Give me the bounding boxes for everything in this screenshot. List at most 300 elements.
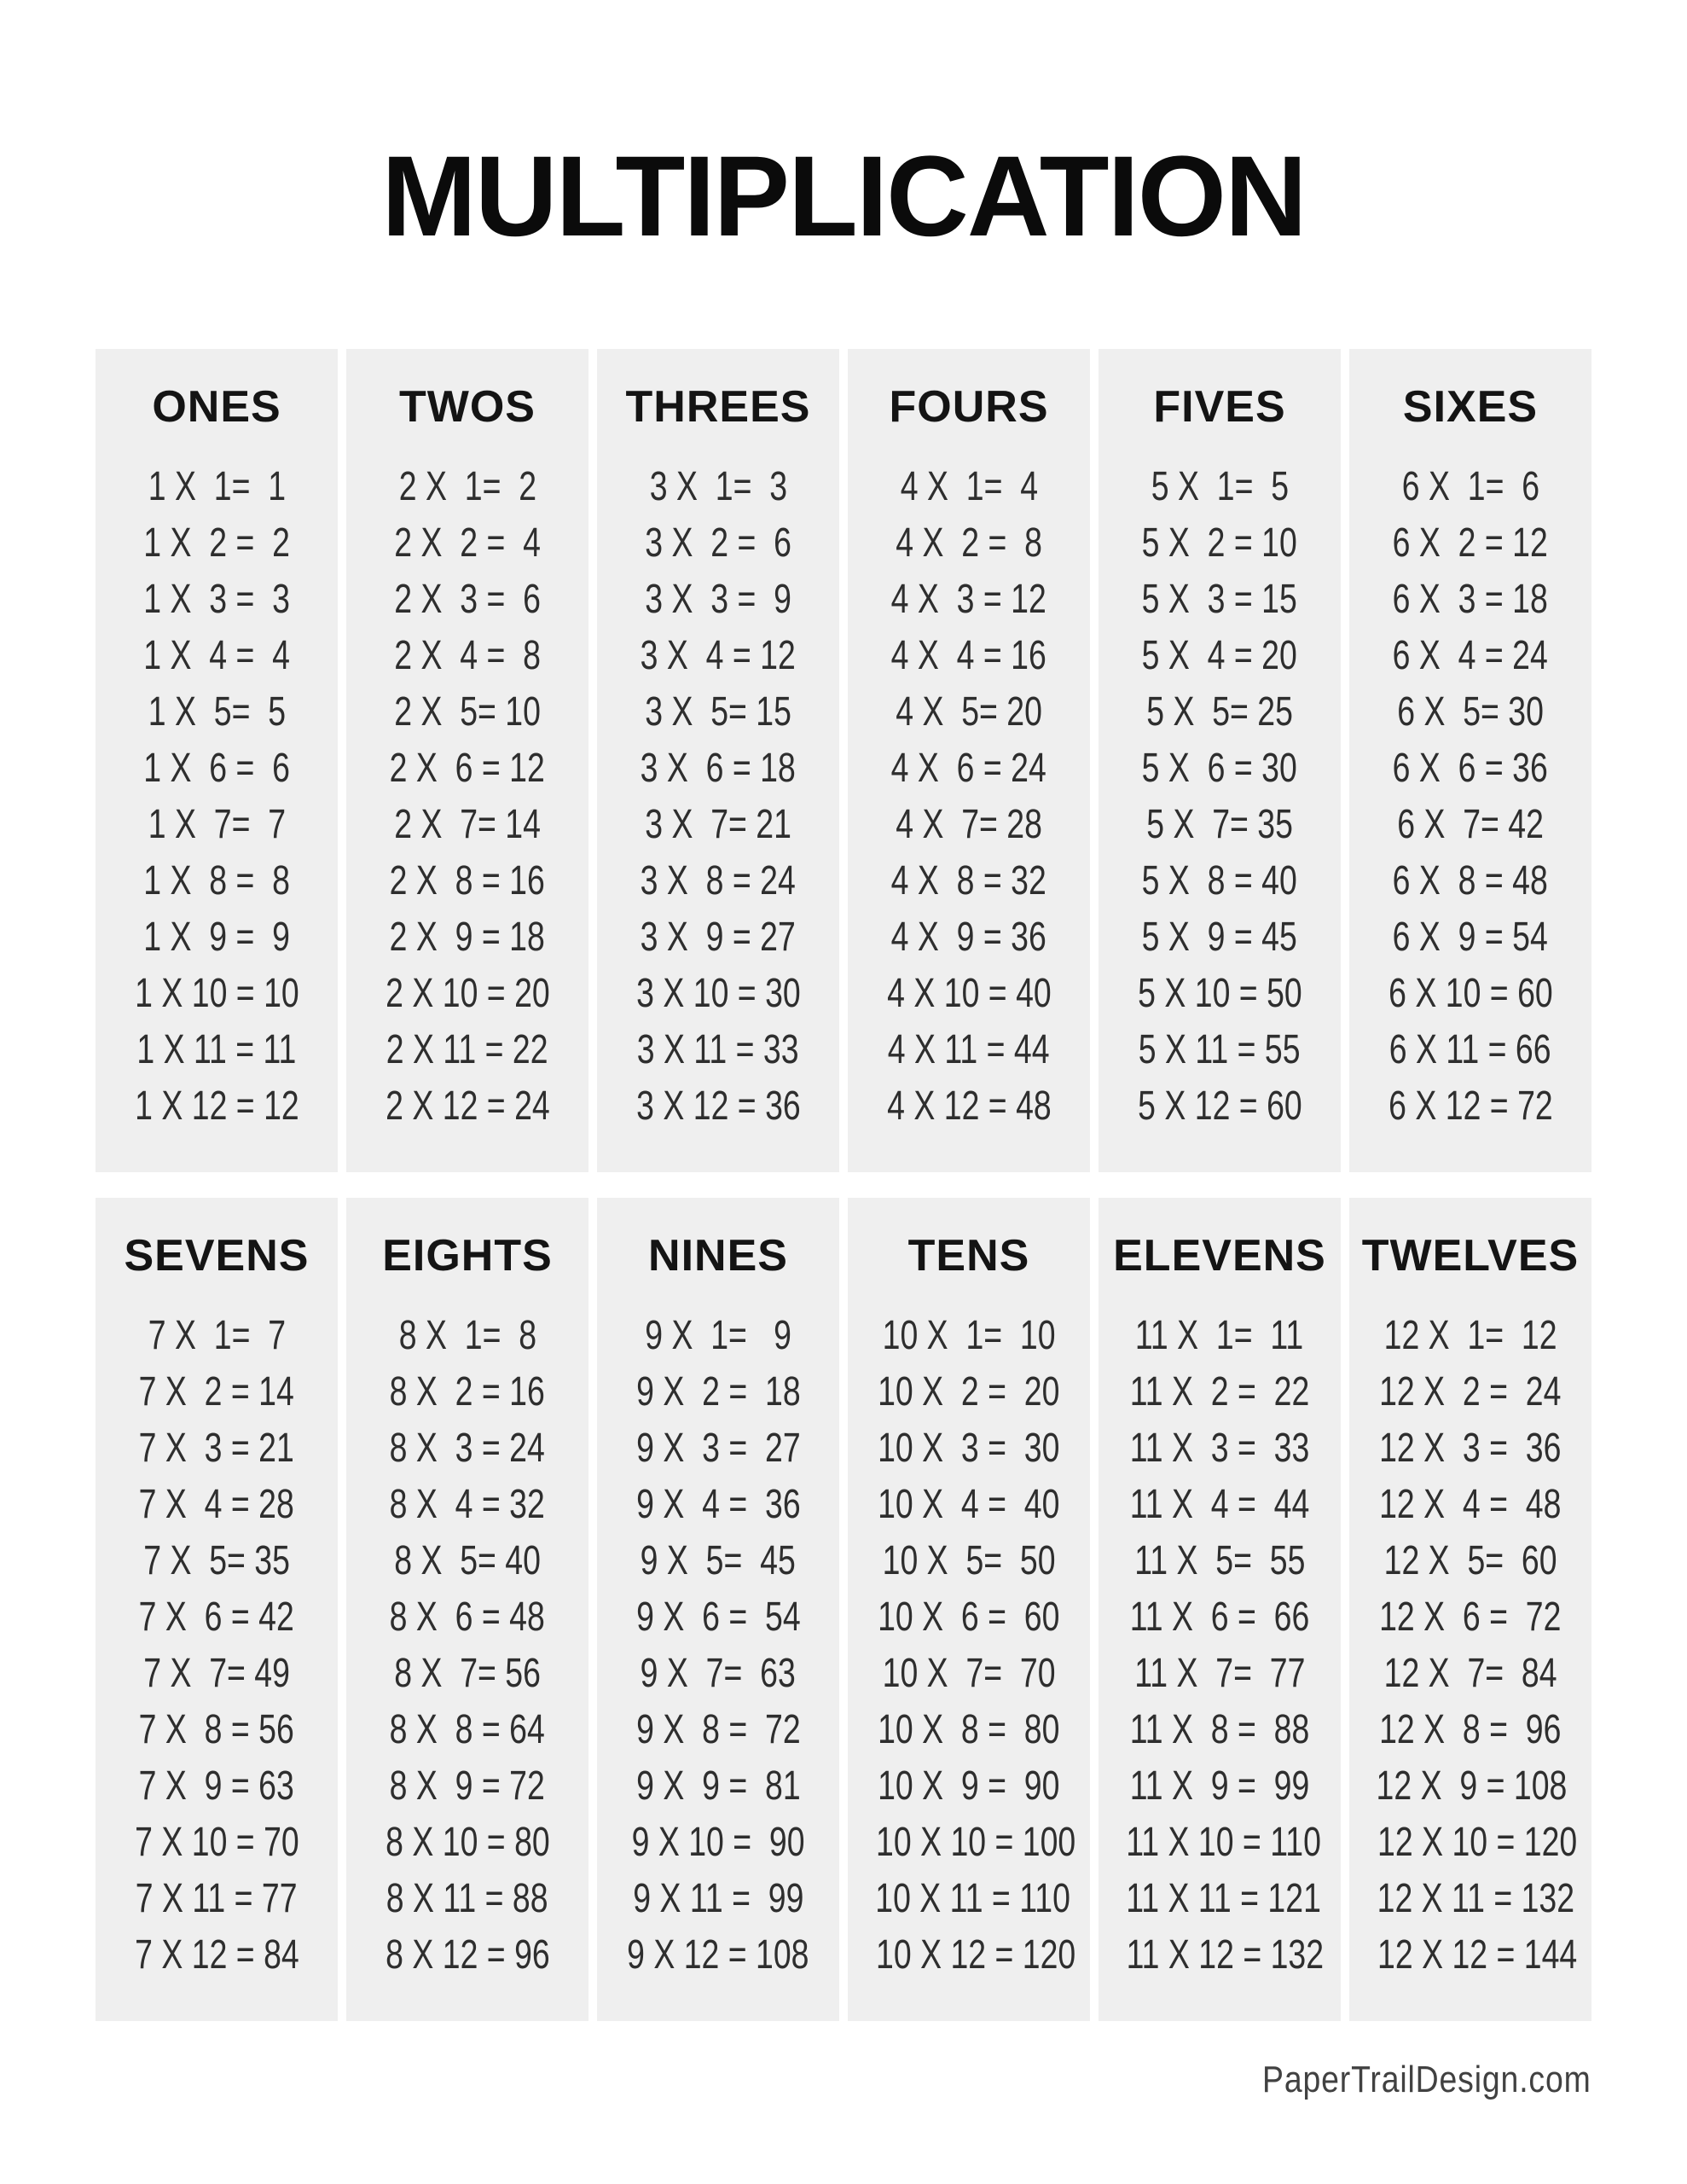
equation-text: 9 X 8 = 72 — [635, 1707, 801, 1752]
equation-row — [1099, 1927, 1341, 1984]
equation-text: 1 X 7= 7 — [148, 802, 286, 847]
equation-row — [1349, 1420, 1591, 1477]
equation-row — [1349, 1589, 1591, 1646]
equation-text: 2 X 5= 10 — [394, 689, 541, 735]
equation-list — [848, 1308, 1090, 1984]
equation-row — [1349, 1758, 1591, 1815]
equation-text: 5 X 3 = 15 — [1141, 577, 1298, 622]
equation-text: 3 X 11 = 33 — [637, 1027, 799, 1072]
equation-text: 12 X 2 = 24 — [1379, 1369, 1562, 1414]
times-table-heading: FIVES — [1153, 382, 1286, 432]
times-table-panel-twelves — [1349, 1198, 1591, 2021]
equation-row — [597, 1815, 839, 1871]
equation-row — [1349, 684, 1591, 741]
equation-row — [848, 1815, 1090, 1871]
equation-row — [597, 1022, 839, 1078]
times-table-panel-elevens — [1099, 1198, 1341, 2021]
equation-row — [1349, 1364, 1591, 1420]
equation-row — [848, 1477, 1090, 1533]
equation-row — [96, 1871, 338, 1927]
equation-row — [848, 797, 1090, 853]
equation-text: 6 X 4 = 24 — [1392, 633, 1549, 678]
equation-row — [1349, 1646, 1591, 1702]
equation-text: 1 X 4 = 4 — [143, 633, 290, 678]
equation-text: 6 X 11 = 66 — [1389, 1027, 1551, 1072]
equation-text: 9 X 1= 9 — [645, 1313, 791, 1358]
equation-text: 9 X 10 = 90 — [631, 1820, 805, 1865]
equation-text: 6 X 3 = 18 — [1392, 577, 1549, 622]
equation-row — [597, 1420, 839, 1477]
equation-text: 10 X 4 = 40 — [878, 1482, 1060, 1527]
equation-text: 12 X 1= 12 — [1383, 1313, 1557, 1358]
equation-row — [1099, 572, 1341, 628]
equation-row — [1099, 1589, 1341, 1646]
equation-row — [1099, 1758, 1341, 1815]
equation-text: 2 X 11 = 22 — [386, 1027, 548, 1072]
times-table-heading: NINES — [648, 1231, 788, 1281]
equation-text: 10 X 5= 50 — [882, 1538, 1056, 1583]
equation-text: 10 X 3 = 30 — [878, 1426, 1060, 1471]
equation-row — [848, 1533, 1090, 1589]
equation-text: 4 X 12 = 48 — [886, 1083, 1052, 1129]
equation-row — [346, 1533, 588, 1589]
equation-text: 10 X 9 = 90 — [878, 1763, 1060, 1809]
equation-text: 2 X 1= 2 — [398, 464, 536, 509]
equation-row — [346, 572, 588, 628]
equation-text: 11 X 11 = 121 — [1126, 1876, 1321, 1921]
equation-row — [96, 515, 338, 572]
equation-row — [1099, 1533, 1341, 1589]
equation-text: 5 X 12 = 60 — [1137, 1083, 1302, 1129]
equation-text: 12 X 7= 84 — [1383, 1651, 1557, 1696]
equation-text: 10 X 1= 10 — [882, 1313, 1056, 1358]
equation-text: 7 X 7= 49 — [143, 1651, 290, 1696]
equation-text: 5 X 5= 25 — [1146, 689, 1293, 735]
equation-text: 1 X 11 = 11 — [136, 1027, 297, 1072]
equation-text: 4 X 7= 28 — [896, 802, 1042, 847]
equation-row — [1349, 741, 1591, 797]
equation-text: 11 X 12 = 132 — [1126, 1932, 1325, 1978]
equation-text: 12 X 8 = 96 — [1379, 1707, 1562, 1752]
equation-row — [848, 1871, 1090, 1927]
times-table-heading: TENS — [907, 1231, 1030, 1281]
equation-row — [96, 628, 338, 684]
equation-row — [1099, 1022, 1341, 1078]
equation-row — [346, 1364, 588, 1420]
equation-row — [1349, 628, 1591, 684]
equation-text: 5 X 4 = 20 — [1141, 633, 1298, 678]
footer-credit: PaperTrailDesign.com — [1262, 2059, 1591, 2100]
equation-list — [1099, 459, 1341, 1135]
equation-row — [1099, 628, 1341, 684]
equation-row — [597, 515, 839, 572]
equation-text: 5 X 11 = 55 — [1139, 1027, 1301, 1072]
equation-row — [96, 1758, 338, 1815]
equation-row — [1099, 1477, 1341, 1533]
equation-text: 3 X 7= 21 — [645, 802, 791, 847]
equation-text: 12 X 9 = 108 — [1376, 1763, 1568, 1809]
equation-row — [1349, 459, 1591, 515]
equation-row — [1099, 1420, 1341, 1477]
equation-row — [1349, 1477, 1591, 1533]
equation-row — [96, 1022, 338, 1078]
equation-row — [96, 1420, 338, 1477]
equation-text: 2 X 9 = 18 — [389, 915, 546, 960]
equation-row — [597, 1646, 839, 1702]
equation-row — [96, 1646, 338, 1702]
equation-row — [346, 1871, 588, 1927]
times-table-heading: EIGHTS — [382, 1231, 553, 1281]
equation-row — [96, 797, 338, 853]
equation-text: 7 X 2 = 14 — [138, 1369, 295, 1414]
equation-text: 4 X 4 = 16 — [890, 633, 1047, 678]
equation-text: 11 X 1= 11 — [1135, 1313, 1304, 1358]
equation-list — [848, 459, 1090, 1135]
equation-row — [1099, 1646, 1341, 1702]
equation-text: 8 X 2 = 16 — [389, 1369, 546, 1414]
equation-row — [848, 572, 1090, 628]
equation-row — [1349, 1022, 1591, 1078]
equation-text: 3 X 6 = 18 — [640, 746, 797, 791]
times-table-heading: THREES — [625, 382, 811, 432]
equation-row — [597, 1533, 839, 1589]
equation-text: 5 X 7= 35 — [1146, 802, 1293, 847]
times-table-heading: TWELVES — [1361, 1231, 1580, 1281]
equation-text: 7 X 4 = 28 — [138, 1482, 295, 1527]
equation-row — [1349, 909, 1591, 966]
equation-row — [597, 1927, 839, 1984]
equation-row — [597, 459, 839, 515]
equation-row — [848, 515, 1090, 572]
equation-row — [1349, 1308, 1591, 1364]
equation-text: 9 X 12 = 108 — [627, 1932, 809, 1978]
equation-row — [848, 1758, 1090, 1815]
equation-text: 9 X 9 = 81 — [635, 1763, 801, 1809]
equation-row — [346, 628, 588, 684]
equation-row — [346, 1702, 588, 1758]
equation-text: 5 X 10 = 50 — [1137, 971, 1302, 1016]
equation-text: 6 X 1= 6 — [1401, 464, 1539, 509]
equation-text: 6 X 2 = 12 — [1392, 520, 1549, 566]
equation-row — [96, 1078, 338, 1135]
equation-text: 11 X 3 = 33 — [1129, 1426, 1310, 1471]
equation-text: 12 X 6 = 72 — [1379, 1594, 1562, 1640]
equation-text: 11 X 7= 77 — [1133, 1651, 1306, 1696]
equation-row — [96, 572, 338, 628]
equation-row — [96, 1308, 338, 1364]
equation-row — [848, 1308, 1090, 1364]
equation-text: 8 X 10 = 80 — [385, 1820, 550, 1865]
equation-row — [1099, 1871, 1341, 1927]
equation-text: 6 X 12 = 72 — [1388, 1083, 1553, 1129]
equation-text: 6 X 9 = 54 — [1392, 915, 1549, 960]
equation-row — [848, 1646, 1090, 1702]
equation-list — [346, 459, 588, 1135]
times-table-heading: SEVENS — [124, 1231, 310, 1281]
equation-row — [1349, 797, 1591, 853]
equation-row — [848, 1078, 1090, 1135]
equation-text: 11 X 8 = 88 — [1129, 1707, 1310, 1752]
equation-row — [848, 853, 1090, 909]
equation-text: 12 X 11 = 132 — [1377, 1876, 1575, 1921]
equation-row — [346, 684, 588, 741]
equation-row — [346, 1420, 588, 1477]
equation-row — [1349, 1927, 1591, 1984]
equation-row — [96, 1364, 338, 1420]
equation-text: 6 X 8 = 48 — [1392, 858, 1549, 903]
equation-list — [597, 459, 839, 1135]
times-table-panel-ones — [96, 349, 338, 1172]
times-table-heading: ONES — [152, 382, 281, 432]
times-table-panel-sixes — [1349, 349, 1591, 1172]
equation-row — [848, 1022, 1090, 1078]
equation-row — [1099, 741, 1341, 797]
times-table-heading: ELEVENS — [1113, 1231, 1326, 1281]
equation-text: 7 X 12 = 84 — [134, 1932, 299, 1978]
equation-text: 4 X 9 = 36 — [890, 915, 1047, 960]
equation-text: 2 X 12 = 24 — [385, 1083, 550, 1129]
equation-row — [1099, 966, 1341, 1022]
equation-row — [346, 966, 588, 1022]
equation-text: 9 X 2 = 18 — [635, 1369, 801, 1414]
equation-row — [1099, 1364, 1341, 1420]
equation-row — [346, 459, 588, 515]
times-table-panel-fives — [1099, 349, 1341, 1172]
equation-text: 7 X 10 = 70 — [134, 1820, 299, 1865]
equation-text: 7 X 1= 7 — [148, 1313, 286, 1358]
equation-list — [96, 459, 338, 1135]
equation-text: 3 X 4 = 12 — [640, 633, 797, 678]
times-table-panel-nines — [597, 1198, 839, 2021]
equation-text: 11 X 4 = 44 — [1129, 1482, 1310, 1527]
equation-row — [96, 459, 338, 515]
equation-list — [346, 1308, 588, 1984]
equation-row — [346, 515, 588, 572]
equation-text: 3 X 10 = 30 — [635, 971, 801, 1016]
equation-text: 11 X 9 = 99 — [1129, 1763, 1310, 1809]
equation-text: 8 X 1= 8 — [398, 1313, 536, 1358]
equation-row — [96, 1533, 338, 1589]
equation-text: 10 X 2 = 20 — [878, 1369, 1060, 1414]
equation-text: 9 X 4 = 36 — [635, 1482, 801, 1527]
equation-row — [96, 909, 338, 966]
equation-row — [1349, 572, 1591, 628]
equation-row — [96, 1702, 338, 1758]
equation-row — [96, 741, 338, 797]
equation-row — [597, 1871, 839, 1927]
equation-row — [1099, 797, 1341, 853]
equation-text: 12 X 5= 60 — [1383, 1538, 1557, 1583]
equation-text: 8 X 3 = 24 — [389, 1426, 546, 1471]
equation-text: 2 X 2 = 4 — [394, 520, 541, 566]
equation-row — [346, 1477, 588, 1533]
equation-text: 1 X 6 = 6 — [143, 746, 290, 791]
equation-row — [848, 1420, 1090, 1477]
equation-row — [597, 628, 839, 684]
equation-row — [597, 1308, 839, 1364]
equation-row — [848, 909, 1090, 966]
equation-row — [597, 797, 839, 853]
equation-row — [96, 966, 338, 1022]
equation-row — [597, 741, 839, 797]
equation-row — [1099, 909, 1341, 966]
equation-text: 4 X 8 = 32 — [890, 858, 1047, 903]
equation-row — [1099, 684, 1341, 741]
equation-row — [346, 853, 588, 909]
equation-text: 2 X 10 = 20 — [385, 971, 550, 1016]
equation-text: 12 X 12 = 144 — [1377, 1932, 1578, 1978]
equation-text: 8 X 5= 40 — [394, 1538, 541, 1583]
equation-text: 4 X 1= 4 — [900, 464, 1038, 509]
equation-row — [96, 1815, 338, 1871]
equation-row — [346, 741, 588, 797]
equation-row — [346, 909, 588, 966]
equation-row — [848, 741, 1090, 797]
equation-text: 3 X 2 = 6 — [645, 520, 791, 566]
equation-text: 4 X 10 = 40 — [886, 971, 1052, 1016]
times-table-panel-twos — [346, 349, 588, 1172]
equation-row — [597, 1589, 839, 1646]
equation-row — [346, 797, 588, 853]
equation-text: 8 X 12 = 96 — [385, 1932, 550, 1978]
equation-list — [1349, 459, 1591, 1135]
equation-row — [597, 1364, 839, 1420]
page-title: MULTIPLICATION — [381, 133, 1306, 260]
equation-row — [597, 853, 839, 909]
equation-row — [597, 572, 839, 628]
equation-text: 7 X 8 = 56 — [138, 1707, 295, 1752]
equation-text: 5 X 9 = 45 — [1141, 915, 1298, 960]
equation-text: 12 X 3 = 36 — [1379, 1426, 1562, 1471]
equation-text: 5 X 2 = 10 — [1141, 520, 1298, 566]
equation-text: 1 X 12 = 12 — [134, 1083, 299, 1129]
equation-row — [848, 459, 1090, 515]
equation-text: 3 X 1= 3 — [649, 464, 787, 509]
equation-text: 9 X 3 = 27 — [635, 1426, 801, 1471]
equation-text: 6 X 5= 30 — [1397, 689, 1544, 735]
equation-row — [597, 966, 839, 1022]
equation-text: 7 X 9 = 63 — [138, 1763, 295, 1809]
equation-row — [1099, 853, 1341, 909]
equation-text: 5 X 6 = 30 — [1141, 746, 1298, 791]
equation-row — [1349, 853, 1591, 909]
equation-text: 2 X 7= 14 — [394, 802, 541, 847]
equation-text: 1 X 5= 5 — [148, 689, 286, 735]
equation-text: 8 X 8 = 64 — [389, 1707, 546, 1752]
equation-text: 7 X 11 = 77 — [136, 1876, 298, 1921]
equation-text: 3 X 12 = 36 — [635, 1083, 801, 1129]
equation-text: 1 X 3 = 3 — [143, 577, 290, 622]
equation-row — [848, 1702, 1090, 1758]
equation-text: 11 X 5= 55 — [1133, 1538, 1306, 1583]
equation-text: 1 X 9 = 9 — [143, 915, 290, 960]
equation-row — [96, 1589, 338, 1646]
equation-text: 6 X 7= 42 — [1397, 802, 1544, 847]
equation-row — [346, 1758, 588, 1815]
equation-text: 3 X 5= 15 — [645, 689, 791, 735]
equation-row — [1099, 1702, 1341, 1758]
times-table-heading: SIXES — [1402, 382, 1539, 432]
equation-text: 10 X 10 = 100 — [876, 1820, 1076, 1865]
equation-row — [1099, 515, 1341, 572]
equation-text: 4 X 11 = 44 — [888, 1027, 1050, 1072]
equation-text: 1 X 1= 1 — [148, 464, 286, 509]
equation-text: 5 X 1= 5 — [1151, 464, 1289, 509]
equation-text: 2 X 4 = 8 — [394, 633, 541, 678]
equation-text: 3 X 3 = 9 — [645, 577, 791, 622]
equation-row — [1099, 459, 1341, 515]
equation-row — [597, 909, 839, 966]
equation-row — [346, 1308, 588, 1364]
equation-row — [96, 853, 338, 909]
equation-text: 10 X 8 = 80 — [878, 1707, 1060, 1752]
equation-row — [597, 1477, 839, 1533]
equation-text: 11 X 6 = 66 — [1129, 1594, 1310, 1640]
equation-row — [1349, 1871, 1591, 1927]
equation-row — [848, 628, 1090, 684]
times-table-heading: FOURS — [889, 382, 1049, 432]
equation-text: 11 X 2 = 22 — [1129, 1369, 1310, 1414]
equation-list — [1349, 1308, 1591, 1984]
equation-text: 2 X 8 = 16 — [389, 858, 546, 903]
equation-text: 4 X 6 = 24 — [890, 746, 1047, 791]
equation-row — [597, 1702, 839, 1758]
equation-text: 1 X 8 = 8 — [143, 858, 290, 903]
equation-text: 6 X 10 = 60 — [1388, 971, 1553, 1016]
equation-list — [96, 1308, 338, 1984]
equation-row — [346, 1815, 588, 1871]
equation-text: 8 X 6 = 48 — [389, 1594, 546, 1640]
equation-text: 7 X 5= 35 — [143, 1538, 290, 1583]
equation-row — [96, 1477, 338, 1533]
equation-text: 1 X 10 = 10 — [134, 971, 299, 1016]
equation-text: 10 X 6 = 60 — [878, 1594, 1060, 1640]
times-table-panel-threes — [597, 349, 839, 1172]
tables-grid — [96, 349, 1591, 2021]
equation-text: 12 X 10 = 120 — [1377, 1820, 1578, 1865]
equation-row — [346, 1927, 588, 1984]
equation-row — [346, 1022, 588, 1078]
equation-text: 7 X 3 = 21 — [138, 1426, 295, 1471]
equation-row — [1349, 1815, 1591, 1871]
equation-text: 8 X 4 = 32 — [389, 1482, 546, 1527]
equation-text: 1 X 2 = 2 — [143, 520, 290, 566]
equation-row — [848, 1589, 1090, 1646]
equation-list — [597, 1308, 839, 1984]
equation-text: 9 X 6 = 54 — [635, 1594, 801, 1640]
equation-text: 5 X 8 = 40 — [1141, 858, 1298, 903]
equation-row — [96, 1927, 338, 1984]
equation-text: 4 X 2 = 8 — [896, 520, 1042, 566]
equation-text: 10 X 7= 70 — [882, 1651, 1056, 1696]
equation-text: 9 X 11 = 99 — [632, 1876, 804, 1921]
equation-text: 6 X 6 = 36 — [1392, 746, 1549, 791]
equation-text: 4 X 3 = 12 — [890, 577, 1047, 622]
equation-text: 2 X 3 = 6 — [394, 577, 541, 622]
equation-row — [1349, 1533, 1591, 1589]
equation-text: 3 X 8 = 24 — [640, 858, 797, 903]
equation-text: 12 X 4 = 48 — [1379, 1482, 1562, 1527]
equation-row — [848, 1927, 1090, 1984]
times-table-panel-tens — [848, 1198, 1090, 2021]
equation-row — [597, 1078, 839, 1135]
equation-row — [1349, 1702, 1591, 1758]
equation-text: 11 X 10 = 110 — [1126, 1820, 1321, 1865]
equation-row — [848, 684, 1090, 741]
equation-text: 2 X 6 = 12 — [389, 746, 546, 791]
equation-row — [96, 684, 338, 741]
equation-row — [1099, 1815, 1341, 1871]
